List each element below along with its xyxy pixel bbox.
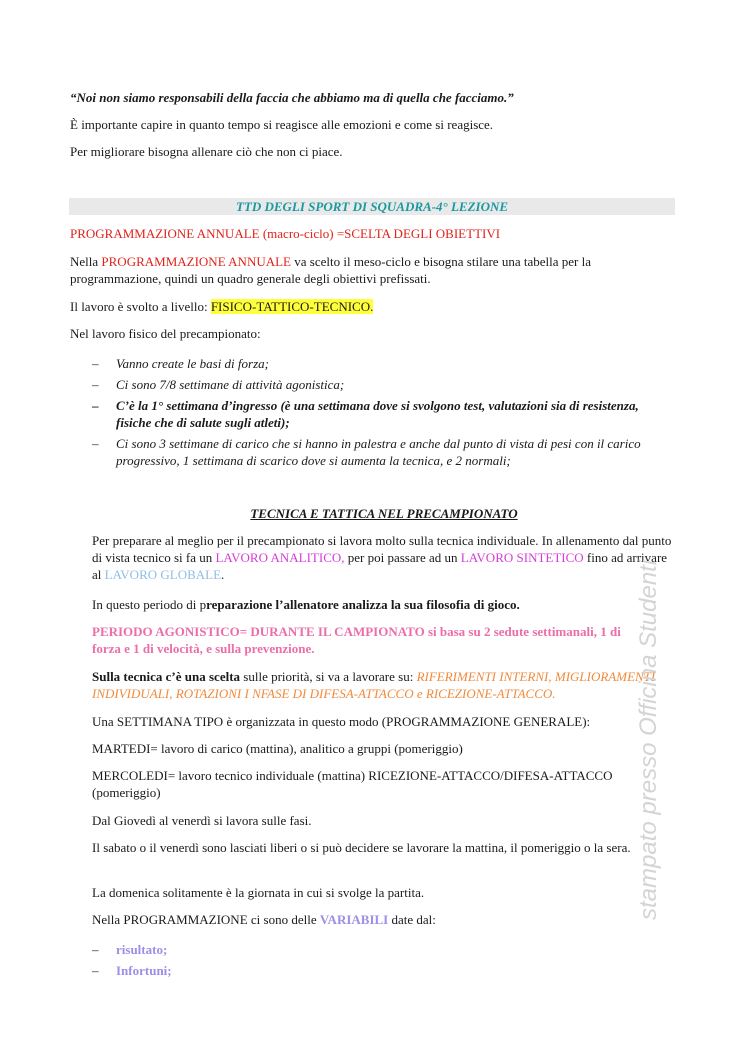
t2-text-a: In questo periodo di p xyxy=(92,597,207,612)
variabili-term: VARIABILI xyxy=(319,912,389,927)
list-item: – C’è la 1° settimana d’ingresso (è una settimana dove si svolgono test, valutazioni sia di resistenza, fisiche che di salute sugli atleti); xyxy=(92,397,677,431)
t1-text-d: . xyxy=(221,567,225,582)
section-title: TECNICA E TATTICA NEL PRECAMPIONATO xyxy=(250,506,518,521)
p1-text-b: va scelto il meso-ciclo e bisogna stilare una tabella per la programmazione, quindi un quadro generale degli obiettivi prefissati. xyxy=(70,254,591,286)
lavoro-globale-term: LAVORO GLOBALE xyxy=(104,567,222,582)
priorities-list-text: RIFERIMENTI INTERNI, MIGLIORAMENTI INDIVIDUALI, ROTAZIONI I NFASE DI DIFESA-ATTACCO e RICEZIONE-ATTACCO. xyxy=(92,669,656,701)
domenica-paragraph: La domenica solitamente è la giornata in cui si svolge la partita. xyxy=(92,885,425,900)
highlighted-levels: FISICO-TATTICO-TECNICO. xyxy=(210,299,374,314)
opening-quote: “Noi non siamo responsabili della faccia che abbiamo ma di quella che facciamo.” xyxy=(70,90,514,105)
programmazione-paragraph-3: Nel lavoro fisico del precampionato: xyxy=(70,326,261,341)
list-item: – Infortuni; xyxy=(92,962,392,979)
lesson-title: TTD DEGLI SPORT DI SQUADRA-4° LEZIONE xyxy=(235,199,509,214)
p1-text-a: Nella xyxy=(70,254,102,269)
list-item: – Vanno create le basi di forza; xyxy=(92,355,677,372)
watermark: stampato presso Officina Studenti xyxy=(635,559,662,920)
list-item: – Ci sono 7/8 settimane di attività agonistica; xyxy=(92,376,677,393)
martedi-paragraph: MARTEDI= lavoro di carico (mattina), analitico a gruppi (pomeriggio) xyxy=(92,741,463,756)
lesson-banner xyxy=(69,198,675,215)
t11-text-a: Nella PROGRAMMAZIONE ci sono delle xyxy=(92,912,320,927)
t2-bold: reparazione l’allenatore analizza la sua filosofia di gioco. xyxy=(206,597,520,612)
tecnica-paragraph-1 xyxy=(92,532,677,583)
precampionato-bullet-list xyxy=(92,355,677,469)
t1-text-b: per poi passare ad un xyxy=(344,550,461,565)
programmazione-heading: PROGRAMMAZIONE ANNUALE (macro-ciclo) =SCELTA DEGLI OBIETTIVI xyxy=(70,226,501,241)
tecnica-paragraph-4 xyxy=(92,668,677,702)
programmazione-paragraph-1 xyxy=(70,253,630,287)
p2-text-a: Il lavoro è svolto a livello: xyxy=(70,299,211,314)
t11-text-b: date dal: xyxy=(388,912,436,927)
programmazione-paragraph-2 xyxy=(70,298,670,315)
programmazione-annuale-term: PROGRAMMAZIONE ANNUALE xyxy=(101,254,291,269)
periodo-agonistico-paragraph: PERIODO AGONISTICO= DURANTE IL CAMPIONATO si basa su 2 sedute settimanali, 1 di forza e 1 di velocità, e sulla prevenzione. xyxy=(92,624,621,656)
list-item: – Ci sono 3 settimane di carico che si hanno in palestra e anche dal punto di vista di pesi con il carico progressivo, 1 settimana di scarico dove si aumenta la tecnica, e 2 normali; xyxy=(92,435,677,469)
t1-text-c: fino ad arrivare al xyxy=(92,550,668,582)
list-item: – risultato; xyxy=(92,941,392,958)
t1-text-a: Per preparare al meglio per il precampionato si lavora molto sulla tecnica individuale. In allenamento dal punto di vista tecnico si fa un xyxy=(92,533,672,565)
mercoledi-paragraph: MERCOLEDI= lavoro tecnico individuale (mattina) RICEZIONE-ATTACCO/DIFESA-ATTACCO (pomeriggio) xyxy=(92,768,613,800)
variabili-list xyxy=(92,941,392,979)
t4-bold: Sulla tecnica c’è una scelta xyxy=(92,669,241,684)
settimana-tipo-paragraph: Una SETTIMANA TIPO è organizzata in questo modo (PROGRAMMAZIONE GENERALE): xyxy=(92,714,591,729)
tecnica-paragraph-2 xyxy=(92,596,677,613)
sabato-paragraph: Il sabato o il venerdì sono lasciati liberi o si può decidere se lavorare la mattina, il pomeriggio o la sera. xyxy=(92,840,631,855)
lavoro-analitico-term: LAVORO ANALITICO, xyxy=(215,550,345,565)
giovedi-paragraph: Dal Giovedì al venerdì si lavora sulle fasi. xyxy=(92,813,312,828)
intro-line-1: È importante capire in quanto tempo si reagisce alle emozioni e come si reagisce. xyxy=(70,117,494,132)
lavoro-sintetico-term: LAVORO SINTETICO xyxy=(460,550,584,565)
variabili-paragraph xyxy=(92,911,677,928)
t4-text-a: sulle priorità, si va a lavorare su: xyxy=(240,669,417,684)
intro-line-2: Per migliorare bisogna allenare ciò che non ci piace. xyxy=(70,144,343,159)
